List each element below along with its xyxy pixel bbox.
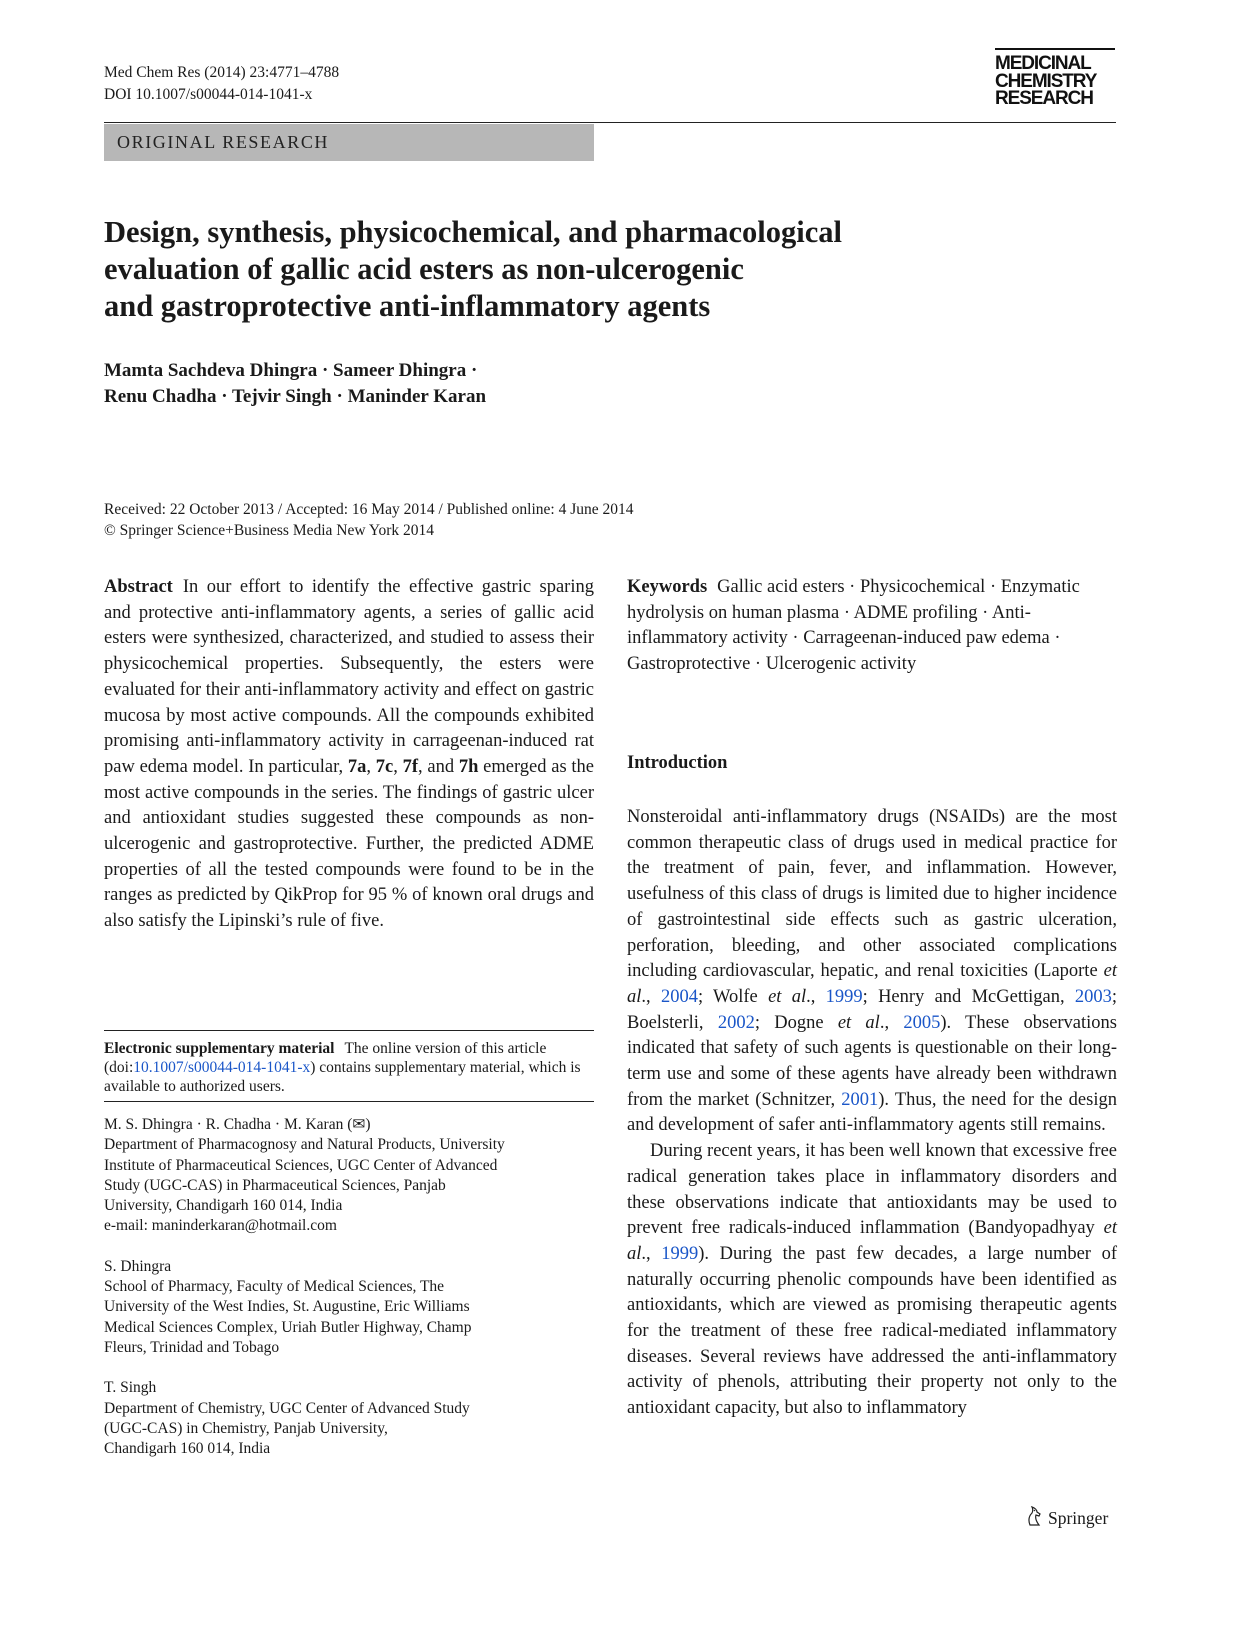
springer-horse-icon [1024,1505,1044,1532]
introduction-heading: Introduction [627,753,728,773]
et-al: et al [627,1218,1117,1264]
journal-citation-block [104,62,339,106]
citation-link[interactable]: 2003 [1074,986,1112,1007]
text-run: ) contains supplementary material, which is available to authorized users. [104,1059,581,1095]
affiliation-line: Fleurs, Trinidad and Tobago [104,1338,280,1356]
abstract-heading: Abstract [104,577,173,597]
affiliation-line: Institute of Pharmaceutical Sciences, UGC Center of Advanced [104,1156,498,1174]
author-line: Renu Chadha · Tejvir Singh · Maninder Karan [104,385,487,407]
article-title [104,214,1024,325]
journal-logo [995,48,1115,108]
affiliation [104,1257,594,1358]
affiliation-line: Chandigarh 160 014, India [104,1440,271,1458]
article-doi: DOI 10.1007/s00044-014-1041-x [104,86,313,103]
compound-label: 7f [402,756,419,777]
text-run: ). During the past few decades, a large number of naturally occurring phenolic compounds have been identified as antioxidants, which are viewed as promising therapeutic agents for the treatment of these free radical-mediated inflammatory diseases. Several reviews have addressed the anti-inflammatory activity of phenols, attributing their property not only to the antioxidant capacity, but also to inflammatory [627,1243,1117,1419]
abstract-text-part: , and [418,756,459,777]
abstract-text-part: , [366,756,376,777]
affiliation-line: Department of Pharmacognosy and Natural Products, University [104,1136,505,1154]
et-al: et al [768,986,807,1007]
journal-citation: Med Chem Res (2014) 23:4771–4788 [104,64,340,81]
compound-label: 7c [375,756,394,777]
article-type-label: ORIGINAL RESEARCH [117,132,330,152]
publication-dates [104,499,634,541]
citation-link[interactable]: 2005 [903,1012,941,1033]
abstract-text-part: In our effort to identify the effective gastric sparing and protective anti-inflammatory agents, a series of gallic acid esters were synthesized, characterized, and studied to assess their physicochemical properties. Subsequently, the esters were evaluated for their anti-inflammatory activity and effect on gastric mucosa by most active compounds. All the compounds exhibited promising anti-inflammatory activity in carrageenan-induced rat paw edema model. In particular, [104,577,594,777]
abstract-text [104,575,594,935]
author-list [104,358,486,409]
affiliation-line: Study (UGC-CAS) in Pharmaceutical Sciences, Panjab [104,1176,446,1194]
citation-link[interactable]: 2002 [717,1012,755,1033]
text-run: ; Wolfe [697,986,769,1007]
affiliation-line: University of the West Indies, St. Augustine, Eric Williams [104,1298,470,1316]
text-run: The online version of this article (doi: [104,1040,547,1076]
abstract-text-part: , [393,756,403,777]
text-run: ). These observations indicated that safety of such agents is questionable on their long-term use and some of these agents have already been withdrawn from the market (Schnitzer, [627,1012,1118,1110]
affiliation-list [104,1115,594,1479]
keywords-text [627,575,1117,678]
corresponding-email[interactable]: e-mail: maninderkaran@hotmail.com [104,1217,337,1235]
journal-logo-line-1: MEDICINAL [995,53,1091,74]
et-al: et al [627,961,1117,1007]
affiliation-line: Department of Chemistry, UGC Center of Advanced Study [104,1399,470,1417]
supplementary-material-note [104,1039,594,1096]
text-run: ; Henry and McGettigan, [862,986,1075,1007]
affiliation-authors: M. S. Dhingra · R. Chadha · M. Karan (✉) [104,1116,371,1133]
affiliation-authors: T. Singh [104,1379,157,1397]
affiliation-divider [104,1101,594,1102]
citation-link[interactable]: 2004 [660,986,698,1007]
text-run: ). Thus, the need for the design and development of safer anti-inflammatory agents still remains. [627,1089,1117,1136]
copyright-notice: © Springer Science+Business Media New York 2014 [104,522,435,539]
affiliation-line: (UGC-CAS) in Chemistry, Panjab University, [104,1419,388,1437]
footnote-divider [104,1030,594,1031]
text-run: Nonsteroidal anti-inflammatory drugs (NSAIDs) are the most common therapeutic class of drugs used in medical practice for the treatment of pain, fever, and inflammation. However, usefulness of this class of drugs is limited due to higher incidence of gastrointestinal side effects such as gastric ulceration, perforation, bleeding, and other associated complications including cardiovascular, hepatic, and renal toxicities (Laporte [627,807,1117,982]
affiliation-line: Medical Sciences Complex, Uriah Butler Highway, Champ [104,1318,472,1336]
publisher-name: Springer [1048,1508,1109,1528]
affiliation-line: University, Chandigarh 160 014, India [104,1197,343,1215]
keywords-list: Gallic acid esters · Physicochemical · Enzymatic hydrolysis on human plasma · ADME profiling · Anti-inflammatory activity · Carrageenan-induced paw edema · Gastroprotective · Ulcerogenic activity [627,577,1080,675]
text-run: ., [806,986,826,1007]
text-run: ; Dogne [754,1012,838,1033]
intro-paragraph-1 [627,805,1117,1139]
header-divider [104,122,1116,123]
citation-link[interactable]: 1999 [661,1243,699,1264]
citation-link[interactable]: 1999 [825,986,863,1007]
text-run: ., [879,1012,904,1033]
et-al: et al [837,1012,880,1033]
keywords-heading: Keywords [627,577,708,597]
title-line: Design, synthesis, physicochemical, and pharmacological [104,215,842,249]
publisher-logo [1024,1505,1108,1532]
journal-logo-line-3: RESEARCH [995,88,1093,109]
abstract-text-part: emerged as the most active compounds in the series. The findings of gastric ulcer and antioxidant studies suggested these compounds as non-ulcerogenic and gastroprotective. Further, the predicted ADME properties of all the tested compounds were found to be in the ranges as predicted by QikProp for 95 % of known oral drugs and also satisfy the Lipinski’s rule of five. [104,756,595,932]
text-run: ., [641,986,661,1007]
text-run: ., [641,1243,662,1264]
affiliation [104,1115,594,1237]
keywords-section [627,575,1117,678]
abstract-section [104,575,594,935]
affiliation-authors: S. Dhingra [104,1257,172,1275]
compound-label: 7a [347,756,367,777]
citation-link[interactable]: 2001 [841,1089,879,1110]
esm-doi-link[interactable]: 10.1007/s00044-014-1041-x [133,1059,311,1076]
title-line: evaluation of gallic acid esters as non-ulcerogenic [104,252,744,286]
journal-logo-line-2: CHEMISTRY [995,70,1097,92]
affiliation-line: School of Pharmacy, Faculty of Medical Sciences, The [104,1278,445,1296]
compound-label: 7h [458,756,479,777]
author-line: Mamta Sachdeva Dhingra · Sameer Dhingra · [104,360,478,381]
text-run: ; Boelsterli, [627,986,1117,1033]
history-dates: Received: 22 October 2013 / Accepted: 16 May 2014 / Published online: 4 June 2014 [104,501,634,518]
introduction-body [627,805,1117,1422]
text-run: During recent years, it has been well known that excessive free radical generation takes place in inflammatory disorders and these observations indicate that antioxidants may be used to prevent free radicals-induced inflammation (Bandyopadhyay [627,1141,1117,1239]
title-line: and gastroprotective anti-inflammatory agents [104,289,711,323]
esm-heading: Electronic supplementary material [104,1040,335,1057]
affiliation [104,1378,594,1459]
article-type-banner [104,124,594,161]
intro-paragraph-2 [627,1139,1117,1422]
